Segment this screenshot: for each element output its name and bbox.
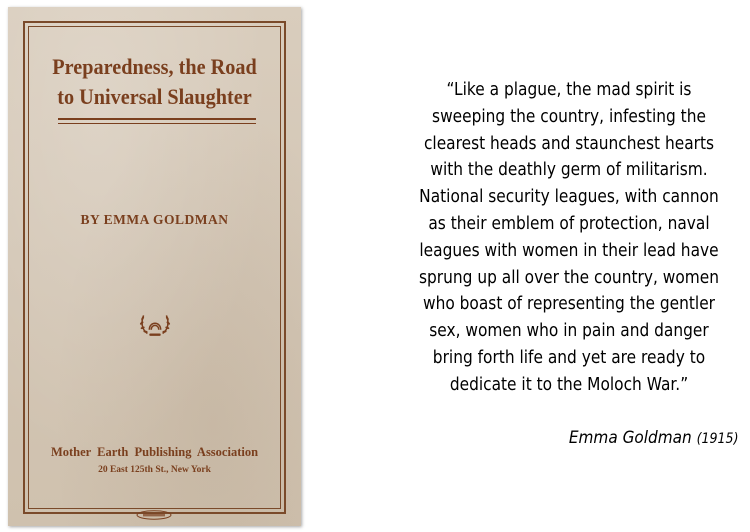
quote-line: National security leagues, with cannon (419, 187, 719, 208)
title-divider-thin (58, 123, 256, 124)
quote-attribution (568, 428, 738, 448)
quote-text (416, 77, 722, 399)
quote-line: dedicate it to the Moloch War.” (449, 374, 689, 395)
quote-line: sweeping the country, infesting the (432, 106, 706, 127)
book-cover (8, 7, 301, 526)
quote-line: sex, women who in pain and danger (429, 321, 709, 342)
quote-line: sprung up all over the country, women (419, 267, 719, 288)
title-divider-thick (58, 118, 256, 120)
cover-title-line-2: to Universal Slaughter (57, 84, 252, 109)
cover-title-line-1: Preparedness, the Road (52, 54, 257, 79)
attribution-name: Emma Goldman (568, 428, 692, 448)
attribution-year: (1915) (696, 431, 738, 447)
cover-publisher: Mother Earth Publishing Association (50, 445, 259, 459)
quote-line: as their emblem of protection, naval (428, 213, 710, 234)
union-label-icon (136, 510, 172, 520)
quote-line: “Like a plague, the mad spirit is (446, 80, 692, 100)
cover-author: BY EMMA GOLDMAN (80, 212, 229, 227)
laurel-wreath-icon (136, 305, 174, 343)
quote-line: clearest heads and staunchest hearts (423, 133, 715, 154)
cover-title (47, 52, 261, 112)
cover-address: 20 East 125th St., New York (98, 465, 211, 475)
quote-line: with the deathly germ of militarism. (430, 160, 708, 181)
quote-line: leagues with women in their lead have (419, 240, 719, 261)
quote-line: bring forth life and yet are ready to (432, 347, 706, 368)
quote-line: who boast of representing the gentler (422, 294, 716, 315)
